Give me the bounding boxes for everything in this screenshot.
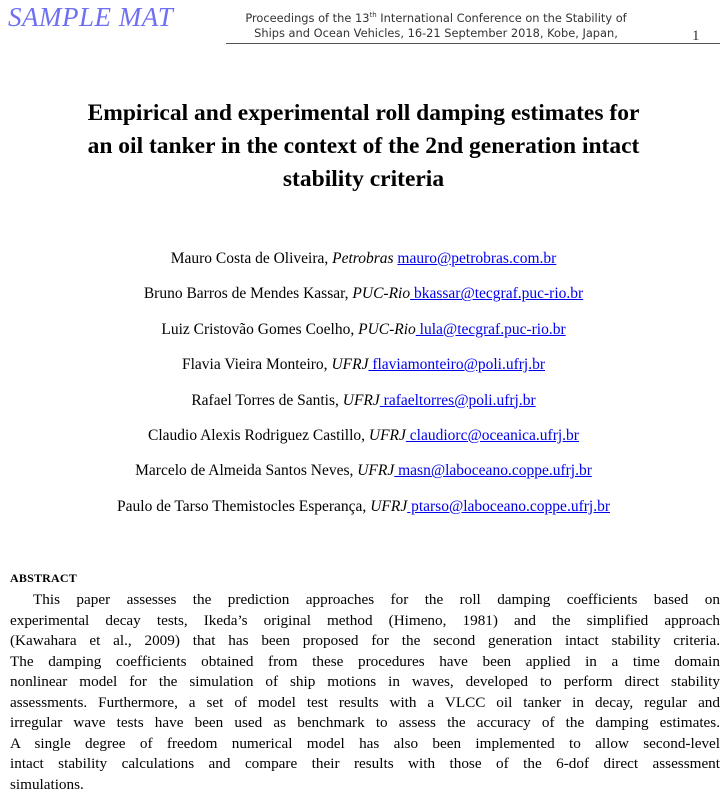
author-affiliation: PUC-Rio	[358, 321, 416, 338]
paper-title	[0, 97, 727, 196]
author-line	[0, 284, 727, 319]
author-email-link[interactable]: masn@laboceano.coppe.ufrj.br	[394, 462, 592, 479]
author-affiliation: UFRJ	[331, 356, 368, 373]
author-email-link[interactable]: rafaeltorres@poli.ufrj.br	[380, 392, 536, 409]
author-email-link[interactable]: flaviamonteiro@poli.ufrj.br	[368, 356, 545, 373]
author-name: Claudio Alexis Rodriguez Castillo,	[148, 427, 369, 444]
author-line	[0, 461, 727, 496]
page-number: 1	[692, 28, 700, 45]
author-list	[0, 249, 727, 532]
author-affiliation: UFRJ	[357, 462, 394, 479]
abstract-body	[10, 590, 720, 795]
author-name: Marcelo de Almeida Santos Neves,	[135, 462, 357, 479]
author-line	[0, 426, 727, 461]
author-name: Luiz Cristovão Gomes Coelho,	[161, 321, 358, 338]
author-line	[0, 355, 727, 390]
author-affiliation: UFRJ	[343, 392, 380, 409]
author-email-link[interactable]: lula@tecgraf.puc-rio.br	[416, 321, 566, 338]
author-email-link[interactable]: claudiorc@oceanica.ufrj.br	[406, 427, 579, 444]
author-name: Flavia Vieira Monteiro,	[182, 356, 331, 373]
abstract-line: nonlinear model for the simulation of ship motions in waves, developed to perform direct stability	[10, 672, 720, 693]
conference-name-rest: International Conference on the Stability of	[377, 11, 627, 25]
conference-line-1	[226, 11, 646, 26]
author-affiliation: UFRJ	[370, 498, 407, 515]
author-name: Mauro Costa de Oliveira,	[171, 250, 332, 267]
abstract-line: A single degree of freedom numerical model has also been implemented to allow second-level	[10, 734, 720, 755]
conference-line-2: Ships and Ocean Vehicles, 16-21 September 2018, Kobe, Japan,	[226, 26, 646, 41]
abstract-line: The damping coefficients obtained from these procedures have been applied in a time domain	[10, 652, 720, 673]
abstract-line: This paper assesses the prediction approaches for the roll damping coefficients based on	[10, 590, 720, 611]
ordinal-superscript: th	[370, 11, 377, 19]
author-name: Rafael Torres de Santis,	[191, 392, 342, 409]
author-line	[0, 391, 727, 426]
author-name: Paulo de Tarso Themistocles Esperança,	[117, 498, 370, 515]
conference-info	[226, 11, 646, 41]
title-line-2: an oil tanker in the context of the 2nd generation intact	[0, 130, 727, 163]
abstract-line: (Kawahara et al., 2009) that has been proposed for the second generation intact stability criteria.	[10, 631, 720, 652]
title-line-1: Empirical and experimental roll damping estimates for	[0, 97, 727, 130]
author-affiliation: PUC-Rio	[352, 285, 410, 302]
abstract-line: irregular wave tests have been used as benchmark to assess the accuracy of the damping estimates.	[10, 713, 720, 734]
author-email-link[interactable]: bkassar@tecgraf.puc-rio.br	[410, 285, 583, 302]
author-affiliation: UFRJ	[369, 427, 406, 444]
abstract-heading: ABSTRACT	[10, 571, 77, 586]
author-name: Bruno Barros de Mendes Kassar,	[144, 285, 353, 302]
title-line-3: stability criteria	[0, 163, 727, 196]
author-affiliation: Petrobras	[332, 250, 393, 267]
abstract-line: assessments. Furthermore, a set of model test results with a VLCC oil tanker in decay, regular and	[10, 693, 720, 714]
author-email-link[interactable]: ptarso@laboceano.coppe.ufrj.br	[407, 498, 610, 515]
author-line	[0, 320, 727, 355]
abstract-line: intact stability calculations and compare their results with those of the 6-dof direct assessment	[10, 754, 720, 775]
conference-name-part: Proceedings of the 13	[245, 11, 369, 25]
author-email-link[interactable]: mauro@petrobras.com.br	[397, 250, 556, 267]
abstract-line: experimental decay tests, Ikeda’s original method (Himeno, 1981) and the simplified approach	[10, 611, 720, 632]
sample-mat-logo: SAMPLE MAT	[8, 2, 173, 33]
abstract-line: simulations.	[10, 775, 720, 795]
page-header	[0, 0, 727, 46]
author-line	[0, 249, 727, 284]
header-rule	[226, 43, 720, 44]
author-line	[0, 497, 727, 532]
